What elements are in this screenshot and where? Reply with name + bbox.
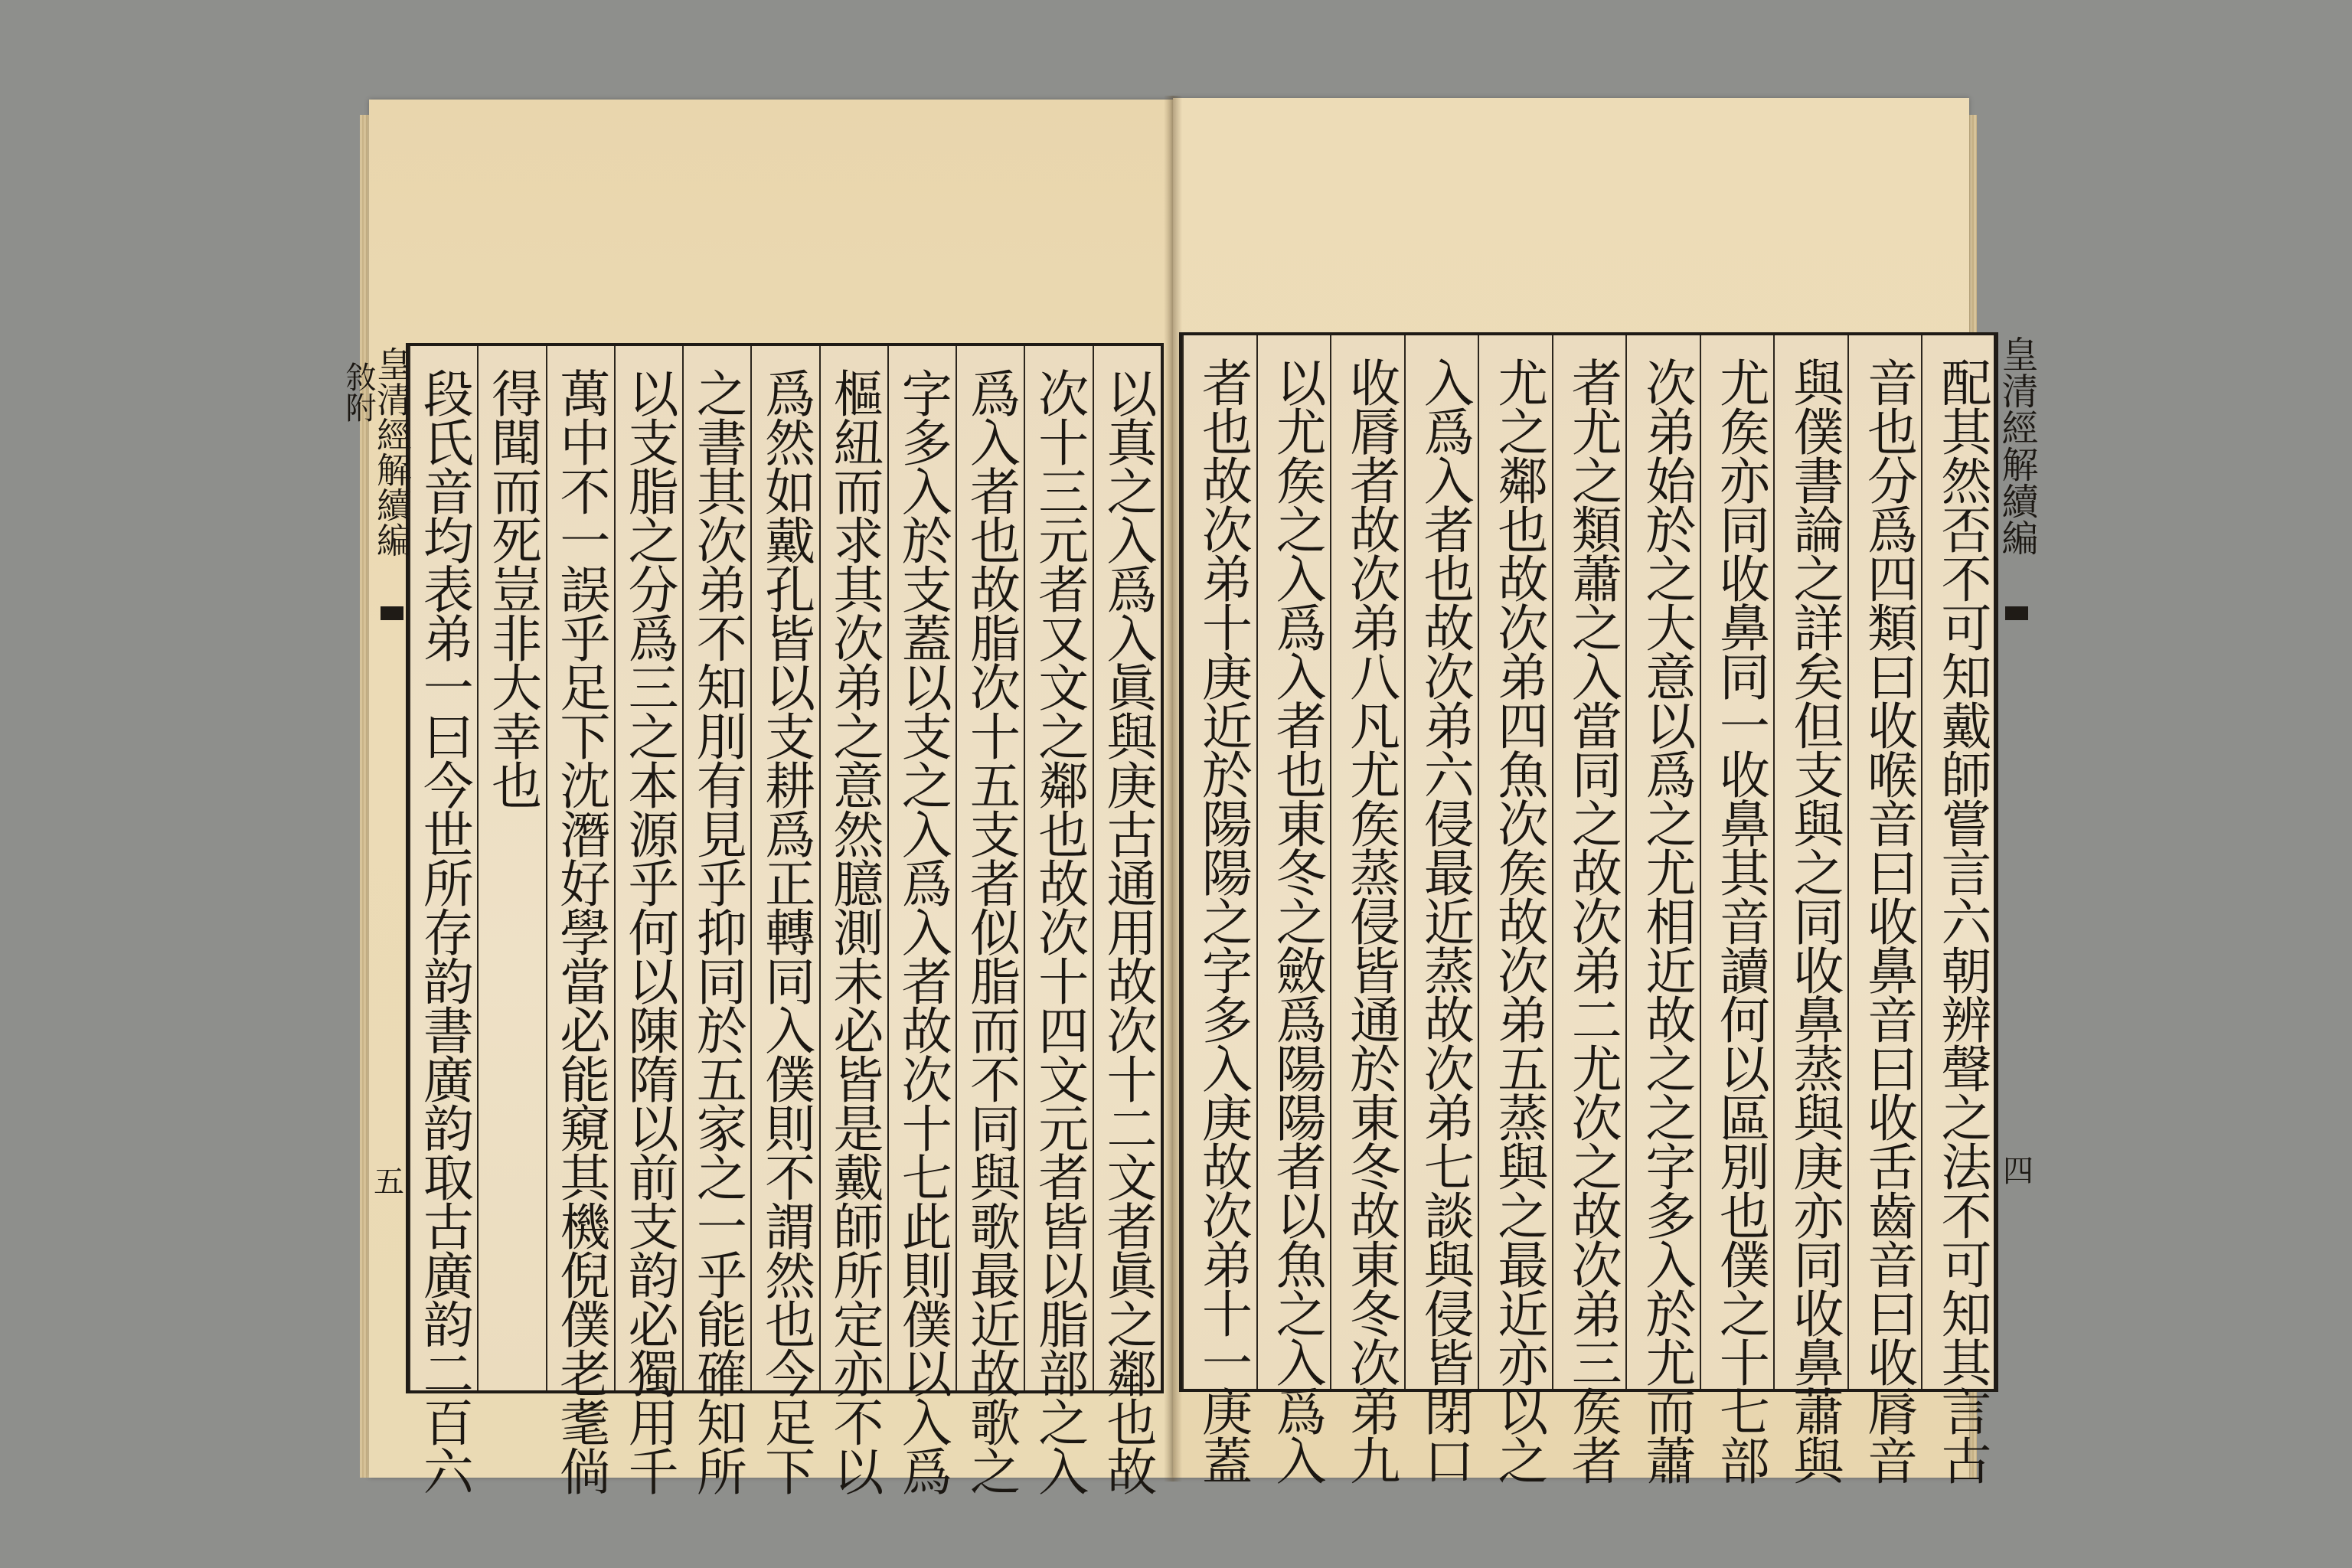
right-text-column: 以尤矦之入爲入者也東冬之斂爲陽陽者以魚之入爲入 — [1256, 335, 1331, 1389]
left-margin-section: 敘附 — [341, 361, 376, 423]
left-text-column: 以真之入爲入眞與庚古通用故次十二文者眞之鄰也故 — [1093, 346, 1161, 1390]
fishtail-marker — [381, 606, 403, 620]
right-text-column: 次弟始於之大意以爲之尤相近故之之字多入於尤而蕭 — [1625, 335, 1700, 1389]
left-text-column: 樞紐而求其次弟之意然臆測未必皆是戴師所定亦不以 — [819, 346, 887, 1390]
right-text-frame — [1179, 332, 2038, 1484]
left-text-column: 次十三元者又文之鄰也故次十四文元者皆以脂部之入 — [1024, 346, 1092, 1390]
left-text-column: 爲入者也故脂次十五支者似脂而不同與歌最近故歌之 — [956, 346, 1024, 1390]
left-text-column: 萬中不一誤乎足下沈潛好學當必能窺其機倪僕老耄倘 — [546, 346, 614, 1390]
right-page-margin-title — [1994, 335, 2038, 1389]
right-text-column: 者也故次弟十庚近於陽陽之字多入庚故次弟十一庚蓋 — [1182, 335, 1256, 1389]
fishtail-marker-right — [2005, 606, 2028, 620]
right-folio-number: 四 — [2003, 1154, 2034, 1189]
right-text-column: 與僕書論之詳矣但支與之同收鼻蒸與庚亦同收鼻蕭與 — [1773, 335, 1847, 1389]
left-text-column: 以支脂之分爲三之本源乎何以陳隋以前支韵必獨用千 — [614, 346, 682, 1390]
right-margin-title: 皇清經解續編 — [1995, 335, 2038, 556]
right-text-column: 收脣者故次弟八凡尤矦蒸侵皆通於東冬故東冬次弟九 — [1330, 335, 1404, 1389]
right-text-column: 配其然否不可知戴師嘗言六朝辨聲之法不可知其言古 — [1921, 335, 1995, 1389]
left-text-frame — [341, 343, 1164, 1494]
left-folio-number: 五 — [374, 1165, 404, 1200]
left-page-margin-title — [341, 346, 413, 1390]
right-text-column: 入爲入者也故次弟六侵最近蒸故次弟七談與侵皆閉口 — [1404, 335, 1478, 1389]
right-text-column: 音也分爲四類曰收喉音曰收鼻音曰收舌齒音曰收脣音 — [1847, 335, 1922, 1389]
left-text-column: 之書其次弟不知刖有見乎抑同於五家之一乎能確知所 — [682, 346, 750, 1390]
right-text-column: 尤之鄰也故次弟四魚次矦故次弟五蒸與之最近亦以之 — [1478, 335, 1552, 1389]
left-text-column: 得聞而死豈非大幸也 — [477, 346, 545, 1390]
left-text-column: 字多入於支蓋以支之入爲入者故次十七此則僕以入爲 — [887, 346, 956, 1390]
right-text-column: 者尤之類蕭之入當同之故次弟二尤次之故次弟三矦者 — [1552, 335, 1626, 1389]
left-margin-title: 皇清經解續編 — [371, 346, 413, 557]
left-text-column: 爲然如戴孔皆以支耕爲正轉同入僕則不謂然也今足下 — [750, 346, 818, 1390]
left-text-column: 段氏音均表弟一曰今世所存韵書廣韵取古廣韵二百六 — [409, 346, 477, 1390]
right-text-column: 尤矦亦同收鼻同一收鼻其音讀何以區別也僕之十七部 — [1700, 335, 1774, 1389]
